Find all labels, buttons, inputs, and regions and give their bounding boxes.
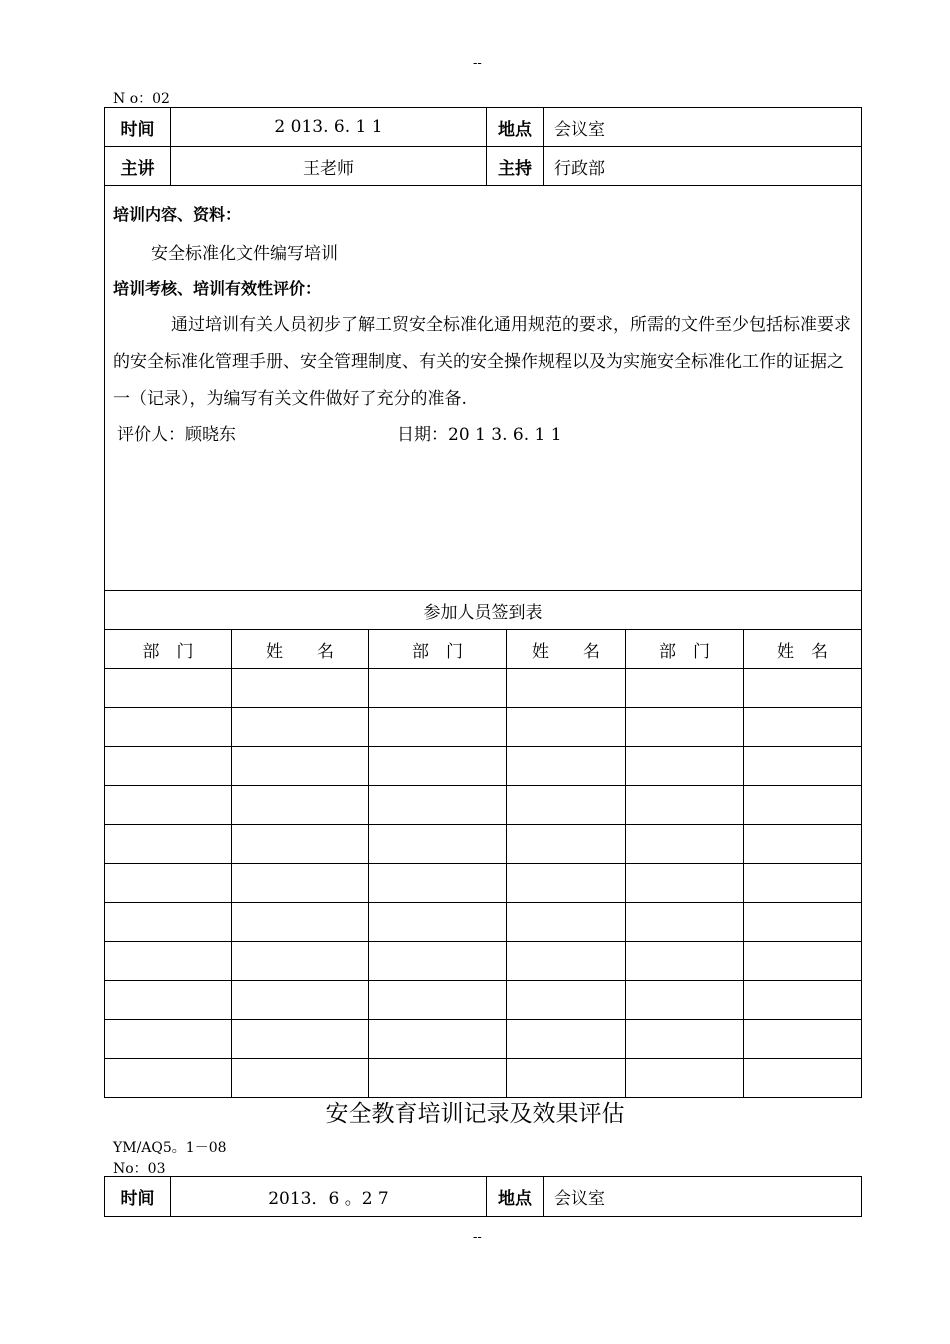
sign-cell[interactable]	[626, 708, 744, 747]
sign-cell[interactable]	[105, 708, 232, 747]
sign-cell[interactable]	[232, 825, 369, 864]
sign-cell[interactable]	[232, 669, 369, 708]
sign-cell[interactable]	[105, 669, 232, 708]
col-name: 姓 名	[744, 630, 862, 669]
sign-cell[interactable]	[369, 942, 507, 981]
place-value: 会议室	[544, 1177, 862, 1217]
time-label: 时间	[105, 108, 171, 147]
sign-cell[interactable]	[626, 981, 744, 1020]
sign-row	[105, 1020, 862, 1059]
sign-cell[interactable]	[626, 1059, 744, 1098]
sign-cell[interactable]	[232, 1020, 369, 1059]
sign-cell[interactable]	[105, 786, 232, 825]
sign-cell[interactable]	[507, 942, 626, 981]
sign-cell[interactable]	[507, 903, 626, 942]
sign-cell[interactable]	[744, 786, 862, 825]
sign-cell[interactable]	[232, 864, 369, 903]
record-code: YM/AQ5。1－08	[113, 1140, 227, 1156]
sign-cell[interactable]	[369, 981, 507, 1020]
sign-cell[interactable]	[744, 708, 862, 747]
sign-cell[interactable]	[232, 1059, 369, 1098]
sign-cell[interactable]	[626, 747, 744, 786]
sign-cell[interactable]	[232, 747, 369, 786]
sign-row	[105, 942, 862, 981]
place-label: 地点	[487, 108, 544, 147]
sign-cell[interactable]	[369, 708, 507, 747]
time-label: 时间	[105, 1177, 171, 1217]
sign-cell[interactable]	[626, 864, 744, 903]
sign-cell[interactable]	[105, 747, 232, 786]
sign-cell[interactable]	[232, 903, 369, 942]
training-record-table	[104, 107, 862, 591]
sign-cell[interactable]	[105, 825, 232, 864]
place-value: 会议室	[544, 108, 862, 147]
speaker-value: 王老师	[171, 147, 487, 186]
place-label: 地点	[487, 1177, 544, 1217]
sign-cell[interactable]	[105, 1020, 232, 1059]
sign-cell[interactable]	[105, 981, 232, 1020]
sign-cell[interactable]	[507, 786, 626, 825]
sign-cell[interactable]	[369, 1020, 507, 1059]
col-name: 姓 名	[232, 630, 369, 669]
eval-text: 通过培训有关人员初步了解工贸安全标准化通用规范的要求，所需的文件至少包括标准要求的安全标准化管理手册、安全管理制度、有关的安全操作规程以及为实施安全标准化工作的证据之一（记录），为编写有关文件做好了充分的准备.	[113, 315, 851, 409]
sign-row	[105, 708, 862, 747]
speaker-label: 主讲	[105, 147, 171, 186]
sign-row	[105, 669, 862, 708]
sign-cell[interactable]	[626, 1020, 744, 1059]
sign-cell[interactable]	[744, 669, 862, 708]
time-value: 2 013. 6. 1 1	[171, 108, 487, 147]
col-name: 姓 名	[507, 630, 626, 669]
record-number: N o：02	[113, 91, 170, 107]
sign-cell[interactable]	[369, 825, 507, 864]
page-mark-top: --	[473, 56, 482, 71]
sign-cell[interactable]	[507, 981, 626, 1020]
sign-cell[interactable]	[507, 864, 626, 903]
sign-cell[interactable]	[744, 825, 862, 864]
sign-cell[interactable]	[626, 669, 744, 708]
sign-cell[interactable]	[369, 747, 507, 786]
sign-cell[interactable]	[369, 864, 507, 903]
sign-row	[105, 981, 862, 1020]
sign-cell[interactable]	[626, 942, 744, 981]
sign-row	[105, 864, 862, 903]
sign-cell[interactable]	[744, 747, 862, 786]
col-department: 部 门	[369, 630, 507, 669]
evaluator: 评价人：顾晓东	[117, 425, 236, 445]
sign-cell[interactable]	[744, 864, 862, 903]
sign-cell[interactable]	[744, 1020, 862, 1059]
sign-cell[interactable]	[744, 1059, 862, 1098]
sign-cell[interactable]	[507, 825, 626, 864]
sign-cell[interactable]	[369, 1059, 507, 1098]
sign-sheet-title: 参加人员签到表	[105, 591, 862, 630]
sign-cell[interactable]	[105, 864, 232, 903]
sign-cell[interactable]	[232, 708, 369, 747]
sign-row	[105, 786, 862, 825]
sign-cell[interactable]	[232, 981, 369, 1020]
sign-row	[105, 825, 862, 864]
eval-date: 日期：20 1 3. 6. 1 1	[397, 425, 562, 445]
col-department: 部 门	[626, 630, 744, 669]
page-mark-bottom: --	[473, 1230, 482, 1245]
sign-row	[105, 903, 862, 942]
sign-cell[interactable]	[507, 747, 626, 786]
col-department: 部 门	[105, 630, 232, 669]
sign-cell[interactable]	[626, 825, 744, 864]
sign-rows	[105, 669, 862, 1098]
sign-cell[interactable]	[744, 981, 862, 1020]
sign-cell[interactable]	[507, 708, 626, 747]
sign-cell[interactable]	[626, 903, 744, 942]
sign-cell[interactable]	[507, 1020, 626, 1059]
sign-cell[interactable]	[369, 786, 507, 825]
record-number: No：03	[113, 1161, 166, 1177]
sign-cell[interactable]	[105, 903, 232, 942]
sign-cell[interactable]	[626, 786, 744, 825]
content-cell	[105, 186, 862, 591]
sign-cell[interactable]	[744, 942, 862, 981]
sign-cell[interactable]	[507, 669, 626, 708]
time-value: 2013．6 。2 7	[171, 1177, 487, 1217]
sign-cell[interactable]	[232, 942, 369, 981]
eval-heading: 培训考核、培训有效性评价：	[113, 279, 322, 298]
host-value: 行政部	[544, 147, 862, 186]
sign-cell[interactable]	[105, 942, 232, 981]
sign-in-table	[104, 590, 862, 1098]
training-record-table	[104, 1176, 862, 1217]
sign-cell[interactable]	[744, 903, 862, 942]
sign-row	[105, 747, 862, 786]
sign-row	[105, 1059, 862, 1098]
sign-cell[interactable]	[507, 1059, 626, 1098]
sign-cell[interactable]	[232, 786, 369, 825]
sign-cell[interactable]	[369, 903, 507, 942]
record-title: 安全教育培训记录及效果评估	[325, 1101, 625, 1127]
content-heading: 培训内容、资料：	[113, 205, 242, 224]
sign-cell[interactable]	[369, 669, 507, 708]
sign-cell[interactable]	[105, 1059, 232, 1098]
host-label: 主持	[487, 147, 544, 186]
content-text: 安全标准化文件编写培训	[151, 244, 338, 264]
